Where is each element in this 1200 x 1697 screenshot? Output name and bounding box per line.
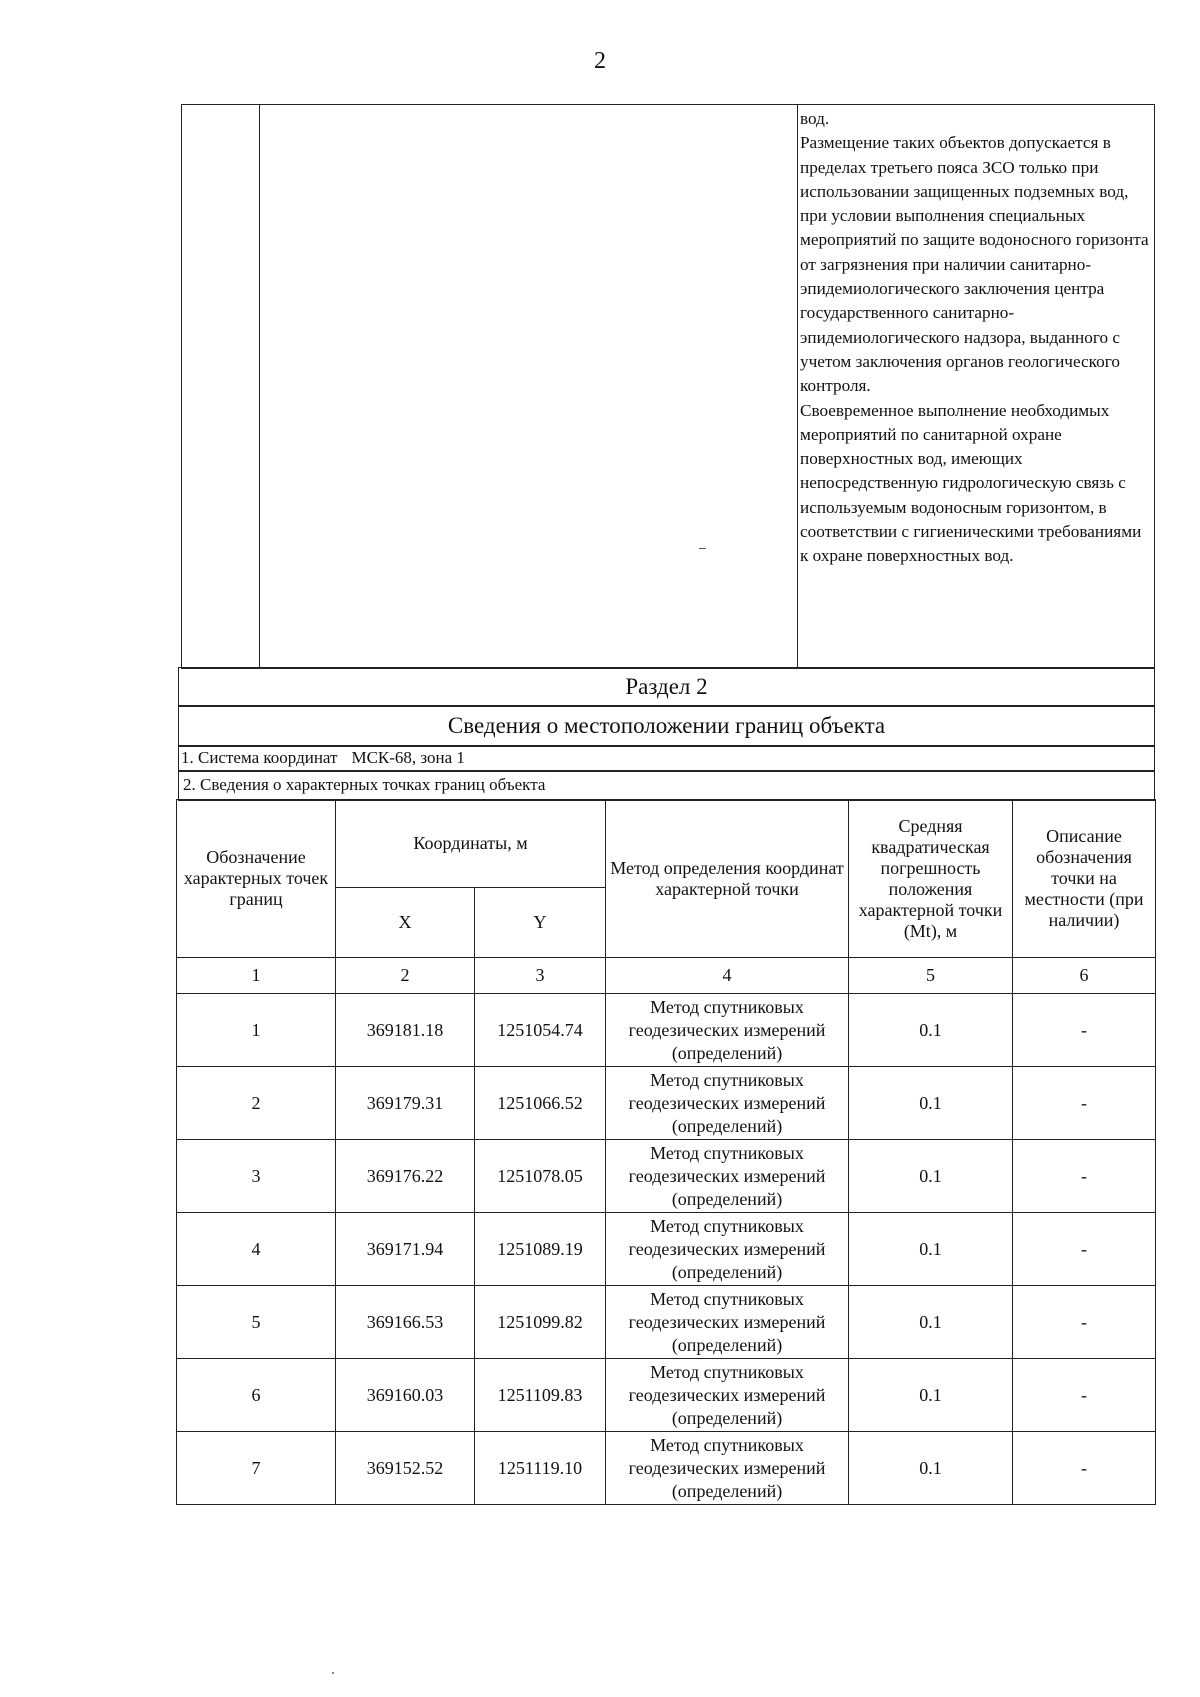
point-id: 4: [177, 1213, 336, 1286]
column-number: 6: [1013, 958, 1156, 994]
point-id: 6: [177, 1359, 336, 1432]
point-y: 1251066.52: [475, 1067, 606, 1140]
point-description: -: [1013, 994, 1156, 1067]
coordinate-system-label: 1. Система координат: [181, 748, 338, 767]
column-divider: [259, 105, 260, 668]
column-number: 3: [475, 958, 606, 994]
header-coordinates: Координаты, м: [336, 800, 606, 888]
point-y: 1251054.74: [475, 994, 606, 1067]
section-title: Раздел 2: [178, 667, 1155, 707]
point-method: Метод спутниковых геодезических измерений (определений): [606, 1213, 849, 1286]
point-y: 1251119.10: [475, 1432, 606, 1505]
point-method: Метод спутниковых геодезических измерений (определений): [606, 1067, 849, 1140]
point-description: -: [1013, 1432, 1156, 1505]
page-number: 2: [594, 48, 606, 74]
point-error: 0.1: [849, 1432, 1013, 1505]
point-id: 2: [177, 1067, 336, 1140]
coordinate-system-row: [178, 745, 1155, 772]
points-heading: 2. Сведения о характерных точках границ объекта: [178, 770, 1155, 801]
point-method: Метод спутниковых геодезических измерений (определений): [606, 994, 849, 1067]
column-numbers-row: [177, 958, 1156, 994]
column-number: 5: [849, 958, 1013, 994]
point-description: -: [1013, 1213, 1156, 1286]
point-x: 369160.03: [336, 1359, 475, 1432]
boundary-points-table: [176, 799, 1156, 1505]
point-x: 369152.52: [336, 1432, 475, 1505]
point-id: 1: [177, 994, 336, 1067]
point-y: 1251099.82: [475, 1286, 606, 1359]
point-error: 0.1: [849, 1140, 1013, 1213]
point-description: -: [1013, 1140, 1156, 1213]
column-divider: [797, 105, 798, 668]
column-number: 4: [606, 958, 849, 994]
point-y: 1251089.19: [475, 1213, 606, 1286]
point-y: 1251109.83: [475, 1359, 606, 1432]
point-x: 369179.31: [336, 1067, 475, 1140]
point-id: 3: [177, 1140, 336, 1213]
point-x: 369171.94: [336, 1213, 475, 1286]
scan-speck: [332, 1672, 334, 1674]
point-error: 0.1: [849, 1067, 1013, 1140]
point-id: 5: [177, 1286, 336, 1359]
point-description: -: [1013, 1067, 1156, 1140]
header-x: X: [336, 888, 475, 958]
point-method: Метод спутниковых геодезических измерений (определений): [606, 1432, 849, 1505]
point-description: -: [1013, 1286, 1156, 1359]
table-row: [177, 1140, 1156, 1213]
point-error: 0.1: [849, 994, 1013, 1067]
point-id: 7: [177, 1432, 336, 1505]
point-x: 369181.18: [336, 994, 475, 1067]
header-y: Y: [475, 888, 606, 958]
point-method: Метод спутниковых геодезических измерений (определений): [606, 1359, 849, 1432]
table-row: [177, 1359, 1156, 1432]
column-number: 2: [336, 958, 475, 994]
header-designation: Обозначение характерных точек границ: [177, 800, 336, 958]
header-description: Описание обозначения точки на местности (при наличии): [1013, 800, 1156, 958]
table-row: [177, 1213, 1156, 1286]
point-description: -: [1013, 1359, 1156, 1432]
point-x: 369176.22: [336, 1140, 475, 1213]
point-error: 0.1: [849, 1213, 1013, 1286]
header-error: Средняя квадратическая погрешность положения характерной точки (Mt), м: [849, 800, 1013, 958]
table-row: [177, 1286, 1156, 1359]
column-number: 1: [177, 958, 336, 994]
point-x: 369166.53: [336, 1286, 475, 1359]
section-subtitle: Сведения о местоположении границ объекта: [178, 705, 1155, 747]
table-row: [177, 994, 1156, 1067]
point-method: Метод спутниковых геодезических измерений (определений): [606, 1286, 849, 1359]
scan-mark: [699, 548, 706, 549]
point-y: 1251078.05: [475, 1140, 606, 1213]
point-error: 0.1: [849, 1359, 1013, 1432]
point-method: Метод спутниковых геодезических измерений (определений): [606, 1140, 849, 1213]
table-row: [177, 1067, 1156, 1140]
restrictions-text: вод. Размещение таких объектов допускается в пределах третьего пояса ЗСО только при использовании защищенных подземных вод, при условии выполнения специальных мероприятий по защите водоносного горизонта от загрязнения при наличии санитарно-эпидемиологического заключения центра государственного санитарно-эпидемиологического надзора, выданного с учетом заключения органов геологического контроля. Своевременное выполнение необходимых мероприятий по санитарной охране поверхностных вод, имеющих непосредственную гидрологическую связь с используемым водоносным горизонтом, в соответствии с гигиеническими требованиями к охране поверхностных вод.: [800, 109, 1149, 566]
coordinate-system-value: МСК-68, зона 1: [351, 748, 465, 767]
header-method: Метод определения координат характерной точки: [606, 800, 849, 958]
point-error: 0.1: [849, 1286, 1013, 1359]
continued-table: [181, 104, 1155, 669]
table-row: [177, 1432, 1156, 1505]
